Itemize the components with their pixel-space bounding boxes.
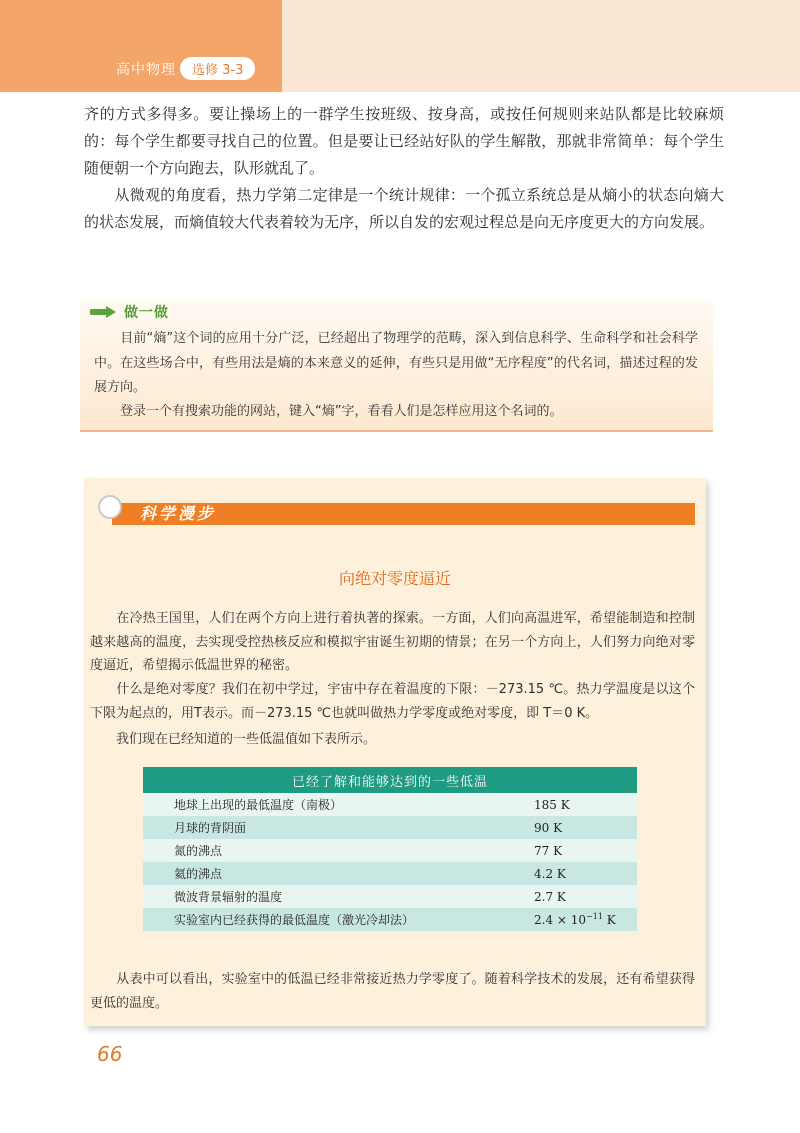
table-cell-value: 185 K [534, 793, 637, 816]
science-paragraph-1: 在冷热王国里，人们在两个方向上进行着执著的探索。一方面，人们向高温进军，希望能制造和控制越来越高的温度，去实现受控热核反应和模拟宇宙诞生初期的情景；在另一个方向上，人们努力向绝对零度逼近，希望揭示低温世界的秘密。 [90, 611, 695, 674]
table-cell-name: 氮的沸点 [143, 839, 534, 862]
table-header: 已经了解和能够达到的一些低温 [143, 767, 637, 793]
science-banner-title: 科学漫步 [140, 504, 217, 523]
value-base: 2.4 × 10 [534, 913, 587, 927]
book-title: 高中物理 [116, 62, 176, 78]
science-box [84, 478, 706, 1026]
circle-icon [98, 495, 122, 519]
arrow-icon [90, 306, 118, 318]
table-row [143, 839, 637, 862]
science-title: 向绝对零度逼近 [338, 569, 451, 588]
body-paragraph-2: 从微观的角度看，热力学第二定律是一个统计规律：一个孤立系统总是从熵小的状态向熵大的状态发展，而熵值较大代表着较为无序，所以自发的宏观过程总是向无序度更大的方向发展。 [84, 186, 724, 231]
table-row [143, 793, 637, 816]
table-cell-value: 90 K [534, 816, 637, 839]
low-temperature-table [143, 767, 637, 931]
page-number: 66 [97, 1042, 123, 1066]
table-cell-name: 实验室内已经获得的最低温度（激光冷却法） [143, 908, 534, 931]
table-cell-name: 氦的沸点 [143, 862, 534, 885]
table-row [143, 816, 637, 839]
science-paragraph-3: 我们现在已经知道的一些低温值如下表所示。 [90, 732, 377, 747]
activity-text-2: 登录一个有搜索功能的网站，键入“熵”字，看看人们是怎样应用这个名词的。 [94, 404, 563, 419]
science-paragraph-2: 什么是绝对零度？我们在初中学过，宇宙中存在着温度的下限：－273.15 ℃。热力学温度是以这个下限为起点的，用T表示。而－273.15 ℃也就叫做热力学零度或绝对零度，即 T＝0 K。 [90, 682, 695, 721]
table-cell-value: 2.7 K [534, 885, 637, 908]
table-cell-name: 地球上出现的最低温度（南极） [143, 793, 534, 816]
value-unit: K [602, 913, 616, 927]
value-exponent: −11 [586, 912, 603, 921]
table-row [143, 862, 637, 885]
table-cell-value: 4.2 K [534, 862, 637, 885]
activity-title: 做一做 [124, 305, 169, 321]
table-cell-name: 微波背景辐射的温度 [143, 885, 534, 908]
science-paragraph-4: 从表中可以看出，实验室中的低温已经非常接近热力学零度了。随着科学技术的发展，还有希望获得更低的温度。 [90, 972, 695, 1011]
body-paragraph-1: 齐的方式多得多。要让操场上的一群学生按班级、按身高，或按任何规则来站队都是比较麻烦的：每个学生都要寻找自己的位置。但是要让已经站好队的学生解散，那就非常简单：每个学生随便朝一个方向跑去，队形就乱了。 [84, 105, 724, 177]
table-cell-value: 77 K [534, 839, 637, 862]
table-cell-name: 月球的背阴面 [143, 816, 534, 839]
activity-text-1: 目前“熵”这个词的应用十分广泛，已经超出了物理学的范畴，深入到信息科学、生命科学和社会科学中。在这些场合中，有些用法是熵的本来意义的延伸，有些只是用做“无序程度”的代名词，描述过程的发展方向。 [94, 331, 698, 395]
header-band-light [282, 0, 800, 92]
volume-pill: 选修 3-3 [180, 57, 255, 80]
table-row [143, 908, 637, 931]
activity-box [80, 300, 713, 432]
table-cell-value [534, 908, 637, 931]
activity-header [90, 303, 169, 321]
table-row [143, 885, 637, 908]
